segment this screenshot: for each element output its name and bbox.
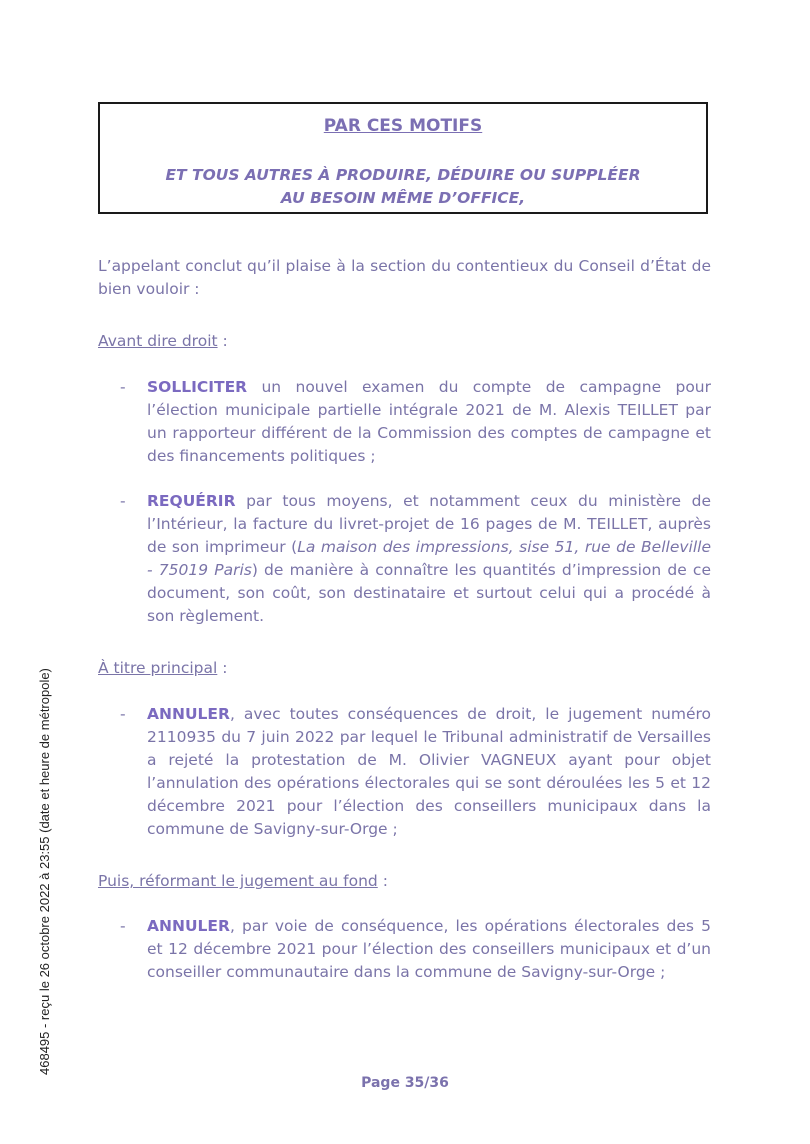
section-heading-reformant bbox=[98, 870, 388, 893]
bullet-dash: - bbox=[120, 917, 126, 935]
item-keyword: SOLLICITER bbox=[147, 378, 248, 396]
list-item-requerir bbox=[120, 490, 711, 628]
bullet-dash: - bbox=[120, 705, 126, 723]
section-heading-suffix: : bbox=[217, 332, 228, 350]
section-heading-suffix: : bbox=[217, 659, 228, 677]
item-text: un nouvel examen du compte de campagne pour l’élection municipale partielle intégrale 2021 de M. Alexis TEILLET par un rapporteur différent de la Commission des comptes de campagne et des financements politiques ; bbox=[147, 378, 711, 465]
list-item-solliciter bbox=[120, 376, 711, 468]
bullet-dash: - bbox=[120, 492, 126, 510]
box-subtitle bbox=[100, 164, 706, 210]
list-item-annuler-jugement bbox=[120, 703, 711, 841]
item-text-before: par tous moyens, et notamment ceux du ministère de l’Intérieur, la facture du livret-projet de 16 pages de M. TEILLET, auprès de son imprimeur ( bbox=[147, 492, 711, 556]
section-heading-avant-dire-droit bbox=[98, 330, 228, 353]
list-item-annuler-operations bbox=[120, 915, 711, 984]
box-subtitle-line2: AU BESOIN MÊME D’OFFICE, bbox=[280, 189, 526, 207]
bullet-dash: - bbox=[120, 378, 126, 396]
section-heading-titre-principal bbox=[98, 657, 227, 680]
item-keyword: REQUÉRIR bbox=[147, 492, 236, 510]
box-title: PAR CES MOTIFS bbox=[323, 116, 483, 136]
intro-paragraph: L’appelant conclut qu’il plaise à la section du contentieux du Conseil d’État de bien vouloir : bbox=[98, 257, 711, 298]
box-subtitle-line1: ET TOUS AUTRES À PRODUIRE, DÉDUIRE OU SUPPLÉER bbox=[165, 166, 641, 184]
item-keyword: ANNULER bbox=[147, 705, 230, 723]
section-heading-text: À titre principal bbox=[98, 659, 218, 677]
item-text-after: ) de manière à connaître les quantités d’impression de ce document, son coût, son destinataire et surtout celui qui a procédé à son règlement. bbox=[147, 561, 711, 625]
motifs-box bbox=[98, 102, 708, 214]
section-heading-text: Puis, réformant le jugement au fond bbox=[98, 872, 378, 890]
section-heading-text: Avant dire droit bbox=[98, 332, 218, 350]
item-text-italic: La maison des impressions, sise 51, rue de Belleville - 75019 Paris bbox=[147, 538, 711, 579]
page-number: Page 35/36 bbox=[361, 1075, 449, 1091]
section-heading-suffix: : bbox=[377, 872, 388, 890]
item-keyword: ANNULER bbox=[147, 917, 230, 935]
item-text: , par voie de conséquence, les opérations électorales des 5 et 12 décembre 2021 pour l’élection des conseillers municipaux et d’un conseiller communautaire dans la commune de Savigny-sur-Orge ; bbox=[147, 917, 711, 981]
item-text: , avec toutes conséquences de droit, le jugement numéro 2110935 du 7 juin 2022 par lequel le Tribunal administratif de Versailles a rejeté la protestation de M. Olivier VAGNEUX ayant pour objet l’annulation des opérations électorales qui se sont déroulées les 5 et 12 décembre 2021 pour l’élection des conseillers municipaux dans la commune de Savigny-sur-Orge ; bbox=[147, 705, 711, 838]
side-receipt-stamp: 468495 - reçu le 26 octobre 2022 à 23:55 (date et heure de métropole) bbox=[37, 668, 52, 1075]
